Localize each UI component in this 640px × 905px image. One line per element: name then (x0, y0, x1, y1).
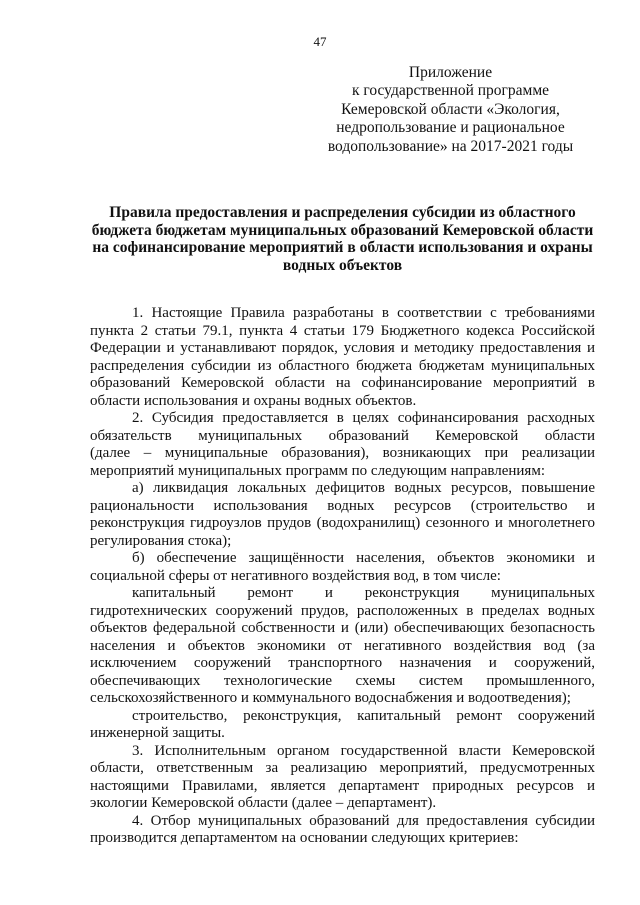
paragraph-line: исключением сооружений транспортного назначения и сооружений, (90, 655, 595, 671)
paragraph-line: Федерации и устанавливают порядок, условия и методику предоставления и (90, 340, 595, 356)
paragraph-line: рациональности использования водных ресурсов (строительство и (90, 497, 595, 514)
paragraph-line: экологии Кемеровской области (далее – департамент). (90, 795, 437, 811)
paragraph-line: 4. Отбор муниципальных образований для предоставления субсидии (132, 812, 595, 829)
paragraph (90, 410, 595, 480)
paragraph-line: настоящими Правилами, является департамент природных ресурсов и (90, 777, 595, 794)
paragraph-line: пункта 2 статьи 79.1, пункта 4 статьи 179 Бюджетного кодекса Российской (90, 322, 595, 339)
paragraph-line: распределения субсидии из областного бюджета бюджетам муниципальных (90, 357, 595, 374)
paragraph-line: 1. Настоящие Правила разработаны в соответствии с требованиями (132, 305, 595, 321)
appendix-line: Кемеровской области «Экология, (341, 100, 560, 118)
title-line: на софинансирование мероприятий в области использования и охраны (92, 239, 593, 256)
paragraph-line: мероприятий муниципальных программ по следующим направлениям: (90, 462, 545, 479)
paragraph-line: обязательств муниципальных образований Кемеровской области (90, 427, 595, 444)
paragraph-line: области использования и охраны водных объектов. (90, 392, 417, 409)
paragraph-line: образований Кемеровской области на софинансирование мероприятий в (90, 375, 595, 391)
paragraph (90, 585, 595, 708)
paragraph-line: гидротехнических сооружений прудов, расположенных в пределах водных (90, 602, 595, 619)
paragraph (90, 550, 595, 585)
paragraph-line: (далее – муниципальные образования), возникающих при реализации (90, 445, 595, 461)
paragraph-line: 2. Субсидия предоставляется в целях софинансирования расходных (132, 410, 595, 426)
document-title (90, 204, 595, 274)
paragraph-line: обеспечивающих технологические схемы систем промышленного, (90, 672, 595, 689)
paragraph (90, 813, 595, 848)
paragraph-line: инженерной защиты. (90, 725, 225, 741)
title-line: Правила предоставления и распределения субсидии из областного (109, 204, 576, 221)
title-line: водных объектов (282, 256, 403, 274)
paragraph-line: реконструкция гидроузлов прудов (водохранилищ) сезонного и многолетнего (90, 515, 595, 531)
paragraph (90, 305, 595, 410)
appendix-line: к государственной программе (351, 82, 550, 100)
document-body (90, 305, 595, 848)
paragraph-line: а) ликвидация локальных дефицитов водных ресурсов, повышение (132, 480, 595, 496)
paragraph-line: области, ответственным за реализацию мероприятий, предусмотренных (90, 760, 595, 776)
page-number: 47 (313, 34, 327, 49)
appendix-line: Приложение (408, 64, 493, 81)
paragraph (90, 708, 595, 743)
paragraph (90, 480, 595, 550)
appendix-line: недропользование и рациональное (336, 119, 565, 137)
appendix-note (318, 64, 583, 156)
paragraph-line: сельскохозяйственного и коммунального водоснабжения и водоотведения); (90, 690, 571, 706)
appendix-line: водопользование» на 2017-2021 годы (327, 137, 574, 155)
paragraph-line: регулирования стока); (90, 532, 232, 549)
title-line: бюджета бюджетам муниципальных образований Кемеровской области (91, 221, 594, 239)
paragraph (90, 743, 595, 813)
paragraph-line: населения и объектов экономики от негативного воздействия вод (за (90, 637, 595, 654)
paragraph-line: строительство, реконструкция, капитальный ремонт сооружений (132, 707, 595, 724)
paragraph-line: капитальный ремонт и реконструкция муниципальных (132, 585, 595, 601)
paragraph-line: производится департаментом на основании следующих критериев: (90, 830, 519, 846)
paragraph-line: социальной сферы от негативного воздействия вод, в том числе: (90, 567, 501, 584)
paragraph-line: объектов федеральной собственности и (или) обеспечивающих безопасность (90, 620, 595, 636)
paragraph-line: 3. Исполнительным органом государственной власти Кемеровской (132, 742, 595, 759)
paragraph-line: б) обеспечение защищённости населения, объектов экономики и (132, 550, 595, 566)
